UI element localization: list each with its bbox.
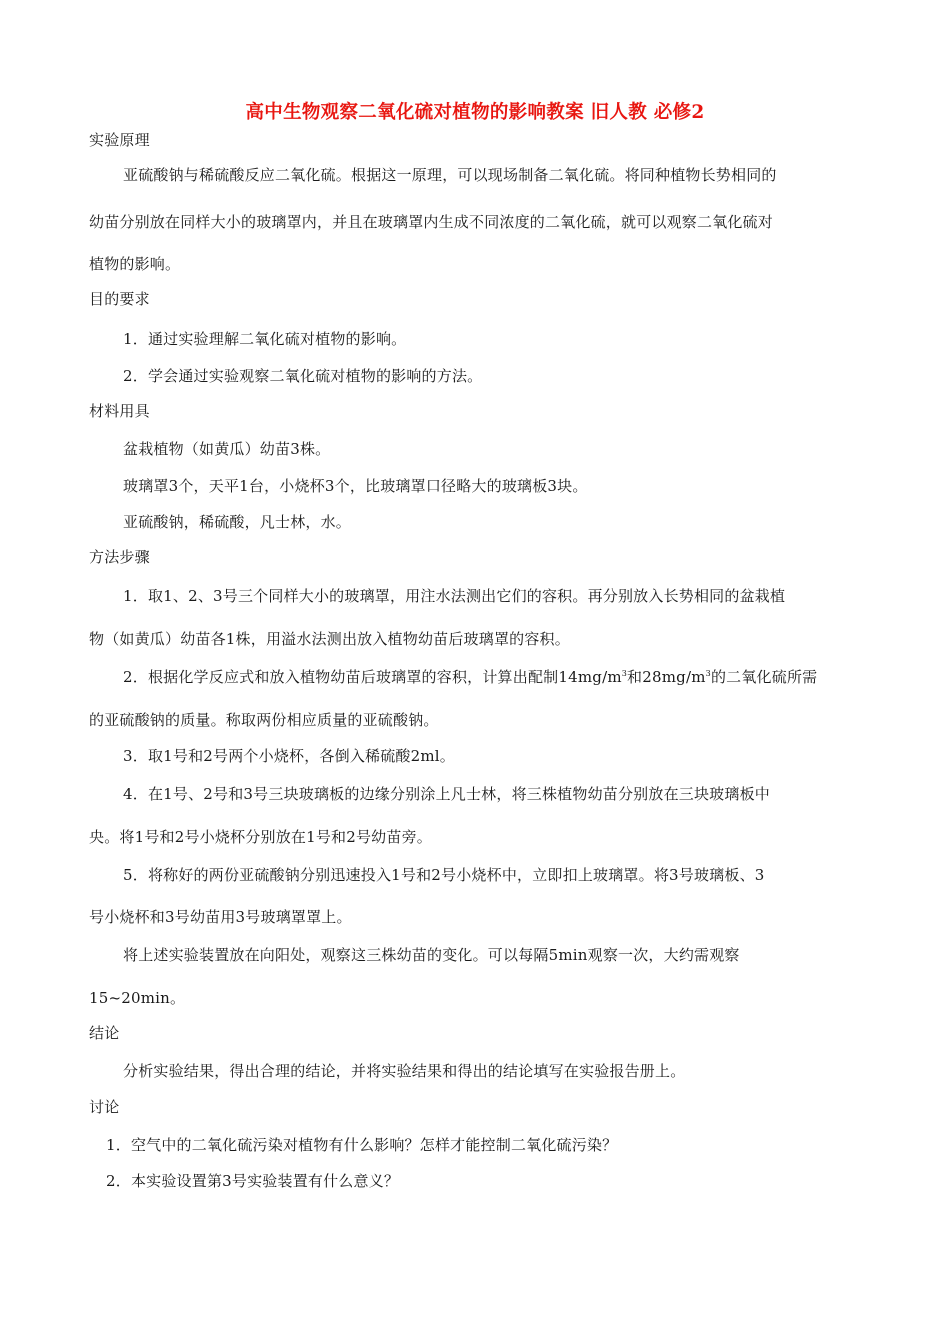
method-step-5-line-2: 号小烧杯和3号幼苗用3号玻璃罩罩上。: [89, 908, 352, 926]
document-title: 高中生物观察二氧化硫对植物的影响教案 旧人教 必修2: [245, 102, 705, 123]
material-item-2: 玻璃罩3个，天平1台，小烧杯3个，比玻璃罩口径略大的玻璃板3块。: [123, 477, 588, 495]
section-heading-conclusion: 结论: [89, 1024, 120, 1042]
section-heading-objectives: 目的要求: [89, 290, 150, 308]
principle-line-3: 植物的影响。: [89, 255, 181, 273]
method-step-1-line-1: 1．取1、2、3号三个同样大小的玻璃罩，用注水法测出它们的容积。再分别放入长势相同的盆栽植: [123, 587, 786, 605]
concentration-value-1: 14mg/m: [558, 668, 622, 686]
method-step-2-text-a: 2．根据化学反应式和放入植物幼苗后玻璃罩的容积，计算出配制: [123, 668, 559, 686]
method-step-1-line-2: 物（如黄瓜）幼苗各1株，用溢水法测出放入植物幼苗后玻璃罩的容积。: [89, 630, 570, 648]
method-step-4-line-1: 4．在1号、2号和3号三块玻璃板的边缘分别涂上凡士林，将三株植物幼苗分别放在三块玻璃板中: [123, 785, 770, 803]
objective-item-2: 2．学会通过实验观察二氧化硫对植物的影响的方法。: [123, 367, 483, 385]
principle-line-1: 亚硫酸钠与稀硫酸反应二氧化硫。根据这一原理，可以现场制备二氧化硫。将同种植物长势相同的: [123, 166, 777, 184]
section-heading-materials: 材料用具: [89, 402, 150, 420]
section-heading-discussion: 讨论: [89, 1098, 120, 1116]
unit-exponent: 3: [705, 669, 711, 678]
section-heading-principle: 实验原理: [89, 131, 150, 149]
method-step-5-line-1: 5．将称好的两份亚硫酸钠分别迅速投入1号和2号小烧杯中，立即扣上玻璃罩。将3号玻璃板、3: [123, 866, 765, 884]
method-step-2-text-c: 的二氧化硫所需: [710, 668, 818, 686]
method-step-2-text-b: 和: [627, 668, 643, 686]
discussion-item-2: 2．本实验设置第3号实验装置有什么意义？: [106, 1172, 400, 1190]
concentration-value-2: 28mg/m: [642, 668, 706, 686]
method-step-3: 3．取1号和2号两个小烧杯，各倒入稀硫酸2ml。: [123, 747, 455, 765]
unit-exponent: 3: [621, 669, 628, 678]
method-step-2-line-2: 的亚硫酸钠的质量。称取两份相应质量的亚硫酸钠。: [89, 711, 439, 729]
discussion-item-1: 1．空气中的二氧化硫污染对植物有什么影响？怎样才能控制二氧化硫污染？: [106, 1136, 618, 1154]
method-note-line-2: 15~20min。: [89, 989, 186, 1007]
principle-line-2: 幼苗分别放在同样大小的玻璃罩内，并且在玻璃罩内生成不同浓度的二氧化硫，就可以观察二氧化硫对: [89, 213, 774, 231]
method-step-4-line-2: 央。将1号和2号小烧杯分别放在1号和2号幼苗旁。: [89, 828, 432, 846]
objective-item-1: 1．通过实验理解二氧化硫对植物的影响。: [123, 330, 407, 348]
material-item-3: 亚硫酸钠，稀硫酸，凡士林，水。: [123, 513, 352, 531]
method-step-2-line-1: [123, 667, 817, 687]
conclusion-text: 分析实验结果，得出合理的结论，并将实验结果和得出的结论填写在实验报告册上。: [123, 1062, 686, 1080]
section-heading-method: 方法步骤: [89, 548, 150, 566]
method-note-line-1: 将上述实验装置放在向阳处，观察这三株幼苗的变化。可以每隔5min观察一次，大约需观察: [123, 946, 740, 964]
material-item-1: 盆栽植物（如黄瓜）幼苗3株。: [123, 440, 331, 458]
